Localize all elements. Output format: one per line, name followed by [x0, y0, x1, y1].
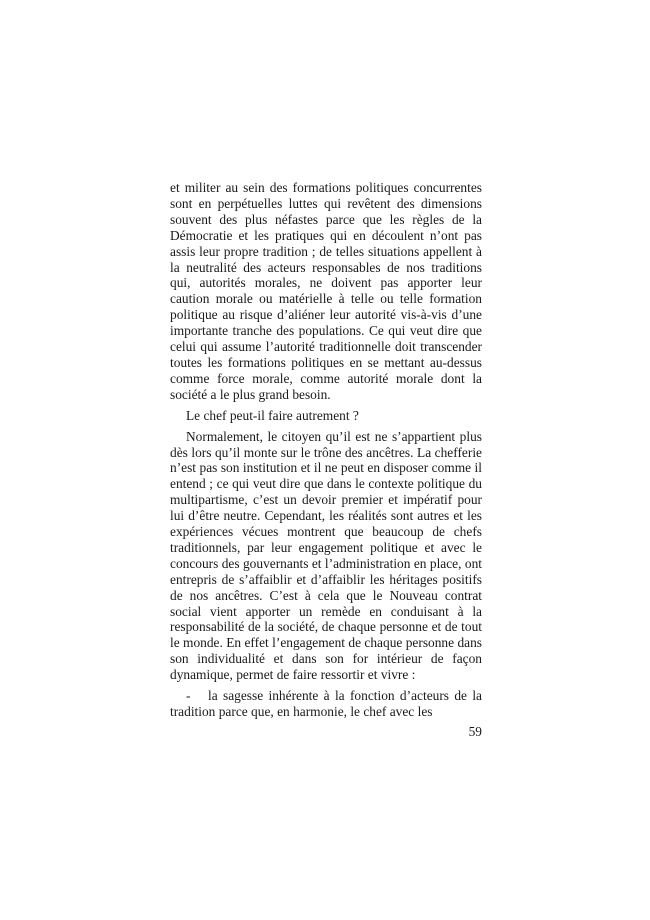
- paragraph-3: Normalement, le citoyen qu’il est ne s’appartient plus dès lors qu’il monte sur le trône des ancêtres. La chefferie n’est pas son institution et il ne peut en disposer comme il entend ; ce qui veut dire que dans le contexte politique du multipartisme, c’est un devoir premier et impératif pour lui d’être neutre. Cependant, les réalités sont autres et les expériences vécues montrent que beaucoup de chefs traditionnels, par leur engagement politique et avec le concours des gouvernants et l’administration en place, ont entrepris de s’affaiblir et d’affaiblir les héritages positifs de nos ancêtres. C’est à cela que le Nouveau contrat social vient apporter un remède en conduisant à la responsabilité de la société, de chaque personne et de tout le monde. En effet l’engagement de chaque personne dans son individualité et dans son for intérieur de façon dynamique, permet de faire ressortir et vivre :: [170, 428, 482, 683]
- page-body: [170, 180, 482, 725]
- bullet-item: [170, 688, 482, 720]
- bullet-marker: -: [186, 688, 191, 704]
- bullet-text: la sagesse inhérente à la fonction d’acteurs de la tradition parce que, en harmonie, le chef avec les: [170, 688, 482, 719]
- paragraph-2: Le chef peut-il faire autrement ?: [186, 407, 359, 423]
- paragraph-1: et militer au sein des formations politiques concurrentes sont en perpétuelles luttes qui revêtent des dimensions souvent des plus néfastes parce que les règles de la Démocratie et les pratiques qui en découlent n’ont pas assis leur propre tradition ; de telles situations appellent à la neutralité des acteurs responsables de nos traditions qui, autorités morales, ne doivent pas apporter leur caution morale ou matérielle à telle ou telle formation politique au risque d’aliéner leur autorité vis-à-vis d’une importante tranche des populations. Ce qui veut dire que celui qui assume l’autorité traditionnelle doit transcender toutes les formations politiques en se mettant au-dessus comme force morale, comme autorité morale dont la société a le plus grand besoin.: [170, 180, 482, 402]
- page-number: 59: [468, 724, 482, 739]
